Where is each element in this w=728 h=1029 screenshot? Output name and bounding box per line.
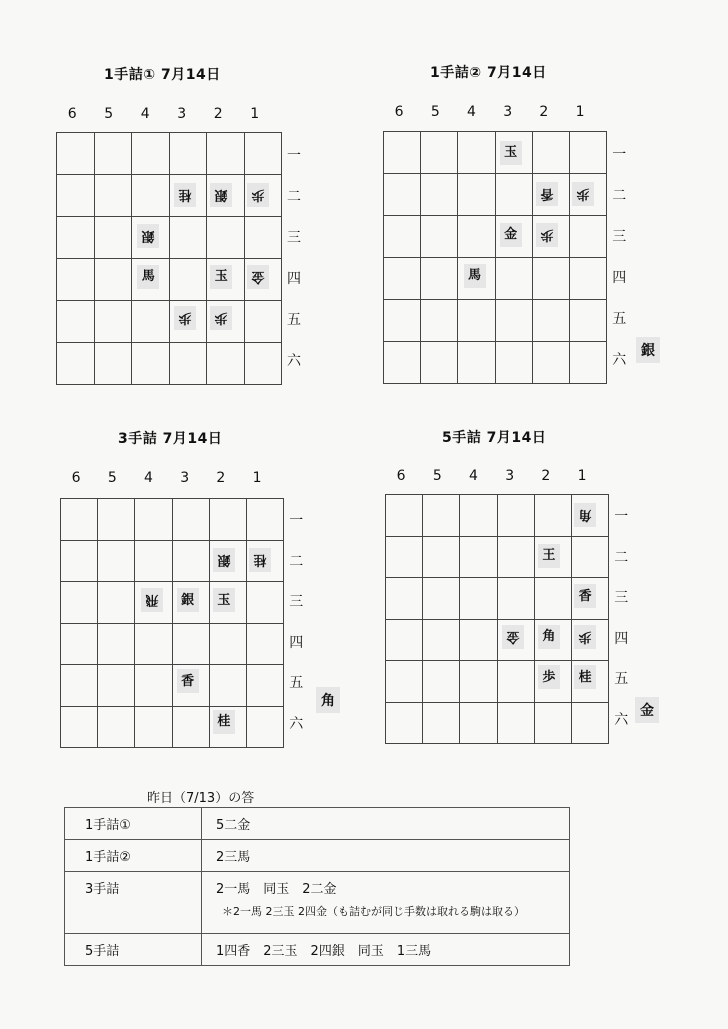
board-square: [207, 133, 245, 175]
board-row-number: 三: [287, 229, 301, 246]
board-square: [532, 300, 569, 342]
board-column-number: 3: [505, 468, 515, 484]
piece-in-hand: 銀: [636, 337, 660, 363]
shogi-piece: 銀: [213, 548, 235, 572]
shogi-piece: 歩: [536, 223, 558, 247]
board-column-number: 6: [71, 470, 81, 486]
board-square: [244, 133, 282, 175]
board-square: [98, 499, 135, 541]
shogi-piece: 金: [247, 265, 269, 289]
board-square: [421, 132, 458, 174]
board-column-number: 2: [539, 104, 549, 120]
shogi-piece: 桂: [249, 548, 271, 572]
board-square: [61, 582, 98, 624]
board-square: [384, 174, 421, 216]
board-row-number: 一: [614, 509, 629, 526]
board-square: [169, 343, 207, 385]
board-row-number: 五: [289, 675, 304, 692]
board-row-number: 六: [287, 352, 301, 369]
board-row-number: 四: [287, 270, 301, 287]
board-square: [169, 259, 207, 301]
piece-in-hand: 角: [316, 687, 340, 713]
board-row-number: 五: [287, 311, 301, 328]
board-square: [458, 174, 495, 216]
answers-title: 昨日（7/13）の答: [147, 791, 255, 806]
board-square: [135, 499, 172, 541]
board-square: [460, 661, 497, 703]
board-square: [497, 578, 534, 620]
board-square: [458, 300, 495, 342]
board-column-number: 5: [430, 104, 440, 120]
shogi-piece: 歩: [247, 183, 269, 207]
piece-in-hand: 金: [635, 697, 659, 723]
board-column-number: 1: [252, 470, 262, 486]
board-square: [532, 132, 569, 174]
board-row-number: 六: [614, 711, 629, 728]
board-square: [244, 301, 282, 343]
board-square: [246, 706, 283, 748]
shogi-board: [385, 494, 609, 744]
board-row-number: 四: [289, 634, 304, 651]
board-square: [495, 342, 532, 384]
shogi-piece: 銀: [210, 183, 232, 207]
board-square: [61, 706, 98, 748]
board-square: [497, 495, 534, 537]
board-square: [207, 343, 245, 385]
answer-label: 1手詰②: [65, 840, 202, 872]
shogi-piece: 香: [574, 584, 596, 608]
board-square: [209, 499, 246, 541]
board-square: [132, 301, 170, 343]
board-square: [57, 259, 95, 301]
board-square: [495, 174, 532, 216]
board-square: [94, 133, 132, 175]
board-row-number: 一: [612, 146, 627, 163]
board-square: [495, 300, 532, 342]
board-row-number: 五: [612, 310, 627, 327]
shogi-piece: 馬: [464, 264, 486, 288]
shogi-piece: 玉: [213, 588, 235, 612]
shogi-piece: 歩: [572, 182, 594, 206]
shogi-piece: 桂: [174, 183, 196, 207]
board-square: [94, 217, 132, 259]
board-column-number: 2: [216, 470, 226, 486]
board-square: [94, 343, 132, 385]
board-square: [497, 536, 534, 578]
board-square: [246, 665, 283, 707]
board-row-number: 二: [612, 187, 627, 204]
board-square: [57, 217, 95, 259]
answer-row: [65, 840, 570, 872]
board-square: [98, 540, 135, 582]
board-square: [497, 702, 534, 744]
board-square: [384, 342, 421, 384]
shogi-board: [383, 131, 607, 384]
board-row-number: 四: [614, 630, 629, 647]
board-row-number: 二: [289, 553, 304, 570]
shogi-piece: 角: [538, 625, 560, 649]
board-row-number: 六: [612, 351, 627, 368]
board-square: [209, 665, 246, 707]
board-column-number: 6: [394, 104, 404, 120]
board-square: [458, 216, 495, 258]
board-square: [423, 661, 460, 703]
board-square: [61, 623, 98, 665]
board-square: [534, 495, 571, 537]
board-column-number: 3: [180, 470, 190, 486]
board-column-number: 4: [140, 106, 150, 122]
board-square: [460, 578, 497, 620]
shogi-piece: 銀: [137, 224, 159, 248]
board-column-number: 5: [104, 106, 114, 122]
board-square: [132, 175, 170, 217]
board-square: [534, 578, 571, 620]
shogi-piece: 王: [538, 544, 560, 568]
board-square: [460, 702, 497, 744]
board-square: [384, 216, 421, 258]
board-square: [569, 300, 606, 342]
board-row-number: 五: [614, 671, 629, 688]
board-column-number: 4: [144, 470, 153, 486]
board-square: [246, 499, 283, 541]
board-square: [244, 343, 282, 385]
board-column-number: 1: [250, 106, 260, 122]
shogi-piece: 馬: [137, 265, 159, 289]
board-square: [135, 665, 172, 707]
shogi-piece: 歩: [574, 625, 596, 649]
board-square: [132, 133, 170, 175]
board-square: [423, 702, 460, 744]
shogi-board: [60, 498, 284, 748]
board-square: [246, 623, 283, 665]
board-square: [423, 536, 460, 578]
board-square: [244, 217, 282, 259]
shogi-piece: 歩: [210, 306, 232, 330]
board-square: [571, 702, 608, 744]
shogi-piece: 香: [536, 182, 558, 206]
board-row-number: 四: [612, 269, 627, 286]
board-square: [423, 619, 460, 661]
board-square: [57, 301, 95, 343]
board-square: [384, 258, 421, 300]
board-square: [532, 258, 569, 300]
board-row-number: 二: [287, 188, 301, 205]
board-square: [384, 300, 421, 342]
answer-row: [65, 934, 570, 966]
shogi-piece: 角: [574, 503, 596, 527]
board-column-number: 3: [177, 106, 187, 122]
answers-table: [64, 807, 570, 966]
shogi-piece: 玉: [210, 265, 232, 289]
puzzle-title: 5手詰 7月14日: [442, 430, 547, 446]
board-square: [98, 582, 135, 624]
answer-moves: 5二金: [202, 808, 570, 840]
board-square: [569, 258, 606, 300]
board-square: [135, 540, 172, 582]
answer-label: 3手詰: [65, 872, 202, 934]
answer-label: 1手詰①: [65, 808, 202, 840]
board-square: [386, 619, 423, 661]
board-square: [94, 259, 132, 301]
answer-moves: 2一馬 同玉 2二金: [216, 882, 337, 897]
board-column-number: 5: [432, 468, 442, 484]
board-column-number: 2: [541, 468, 551, 484]
board-square: [135, 706, 172, 748]
answer-note: ＊2一馬 2三玉 2四金（も詰むが同じ手数は取れる駒は取る）: [222, 905, 525, 918]
board-row-number: 三: [614, 590, 629, 607]
board-square: [534, 702, 571, 744]
board-square: [61, 499, 98, 541]
board-row-number: 六: [289, 715, 304, 732]
shogi-piece: 飛: [141, 588, 163, 612]
board-square: [458, 342, 495, 384]
board-square: [423, 578, 460, 620]
board-square: [135, 623, 172, 665]
answer-row: [65, 872, 570, 934]
board-square: [209, 623, 246, 665]
answer-row: [65, 808, 570, 840]
board-square: [386, 702, 423, 744]
board-column-number: 6: [67, 106, 77, 122]
board-square: [423, 495, 460, 537]
puzzle-title: 1手詰① 7月14日: [104, 67, 221, 83]
board-square: [495, 258, 532, 300]
board-square: [172, 499, 209, 541]
board-square: [569, 342, 606, 384]
board-square: [460, 536, 497, 578]
board-square: [421, 300, 458, 342]
board-row-number: 二: [614, 549, 629, 566]
board-square: [497, 661, 534, 703]
board-column-number: 1: [575, 104, 585, 120]
board-square: [98, 623, 135, 665]
board-square: [386, 661, 423, 703]
board-square: [421, 174, 458, 216]
board-square: [460, 495, 497, 537]
puzzle-title: 1手詰② 7月14日: [430, 65, 547, 81]
board-square: [57, 175, 95, 217]
board-square: [460, 619, 497, 661]
board-row-number: 一: [289, 513, 304, 530]
board-square: [57, 343, 95, 385]
board-square: [386, 578, 423, 620]
board-square: [98, 706, 135, 748]
board-square: [386, 495, 423, 537]
board-square: [94, 301, 132, 343]
board-column-number: 5: [107, 470, 117, 486]
board-square: [532, 342, 569, 384]
board-row-number: 一: [287, 147, 301, 164]
shogi-piece: 桂: [574, 665, 596, 689]
board-square: [94, 175, 132, 217]
board-square: [386, 536, 423, 578]
board-row-number: 三: [612, 228, 627, 245]
board-square: [458, 132, 495, 174]
puzzle-title: 3手詰 7月14日: [118, 431, 223, 447]
board-square: [421, 342, 458, 384]
board-square: [246, 582, 283, 624]
board-row-number: 三: [289, 594, 304, 611]
board-square: [207, 217, 245, 259]
board-square: [569, 216, 606, 258]
shogi-piece: 歩: [174, 306, 196, 330]
board-square: [132, 343, 170, 385]
board-square: [569, 132, 606, 174]
board-square: [384, 132, 421, 174]
board-column-number: 4: [469, 468, 478, 484]
board-square: [169, 133, 207, 175]
board-square: [571, 536, 608, 578]
board-square: [61, 540, 98, 582]
shogi-piece: 桂: [213, 710, 235, 734]
shogi-piece: 香: [177, 669, 199, 693]
shogi-piece: 歩: [538, 665, 560, 689]
board-square: [98, 665, 135, 707]
answer-cell: [202, 872, 570, 934]
board-square: [61, 665, 98, 707]
board-column-number: 3: [503, 104, 513, 120]
board-square: [172, 706, 209, 748]
board-column-number: 2: [213, 106, 223, 122]
shogi-board: [56, 132, 282, 385]
board-square: [169, 217, 207, 259]
shogi-piece: 銀: [177, 588, 199, 612]
answer-label: 5手詰: [65, 934, 202, 966]
shogi-piece: 金: [502, 625, 524, 649]
answer-moves: 1四香 2三玉 2四銀 同玉 1三馬: [202, 934, 570, 966]
answer-moves: 2三馬: [202, 840, 570, 872]
board-column-number: 6: [396, 468, 406, 484]
board-square: [57, 133, 95, 175]
shogi-piece: 金: [500, 223, 522, 247]
shogi-piece: 玉: [500, 141, 522, 165]
board-column-number: 1: [577, 468, 587, 484]
board-square: [172, 623, 209, 665]
board-square: [421, 216, 458, 258]
board-square: [421, 258, 458, 300]
board-square: [172, 540, 209, 582]
board-column-number: 4: [467, 104, 476, 120]
